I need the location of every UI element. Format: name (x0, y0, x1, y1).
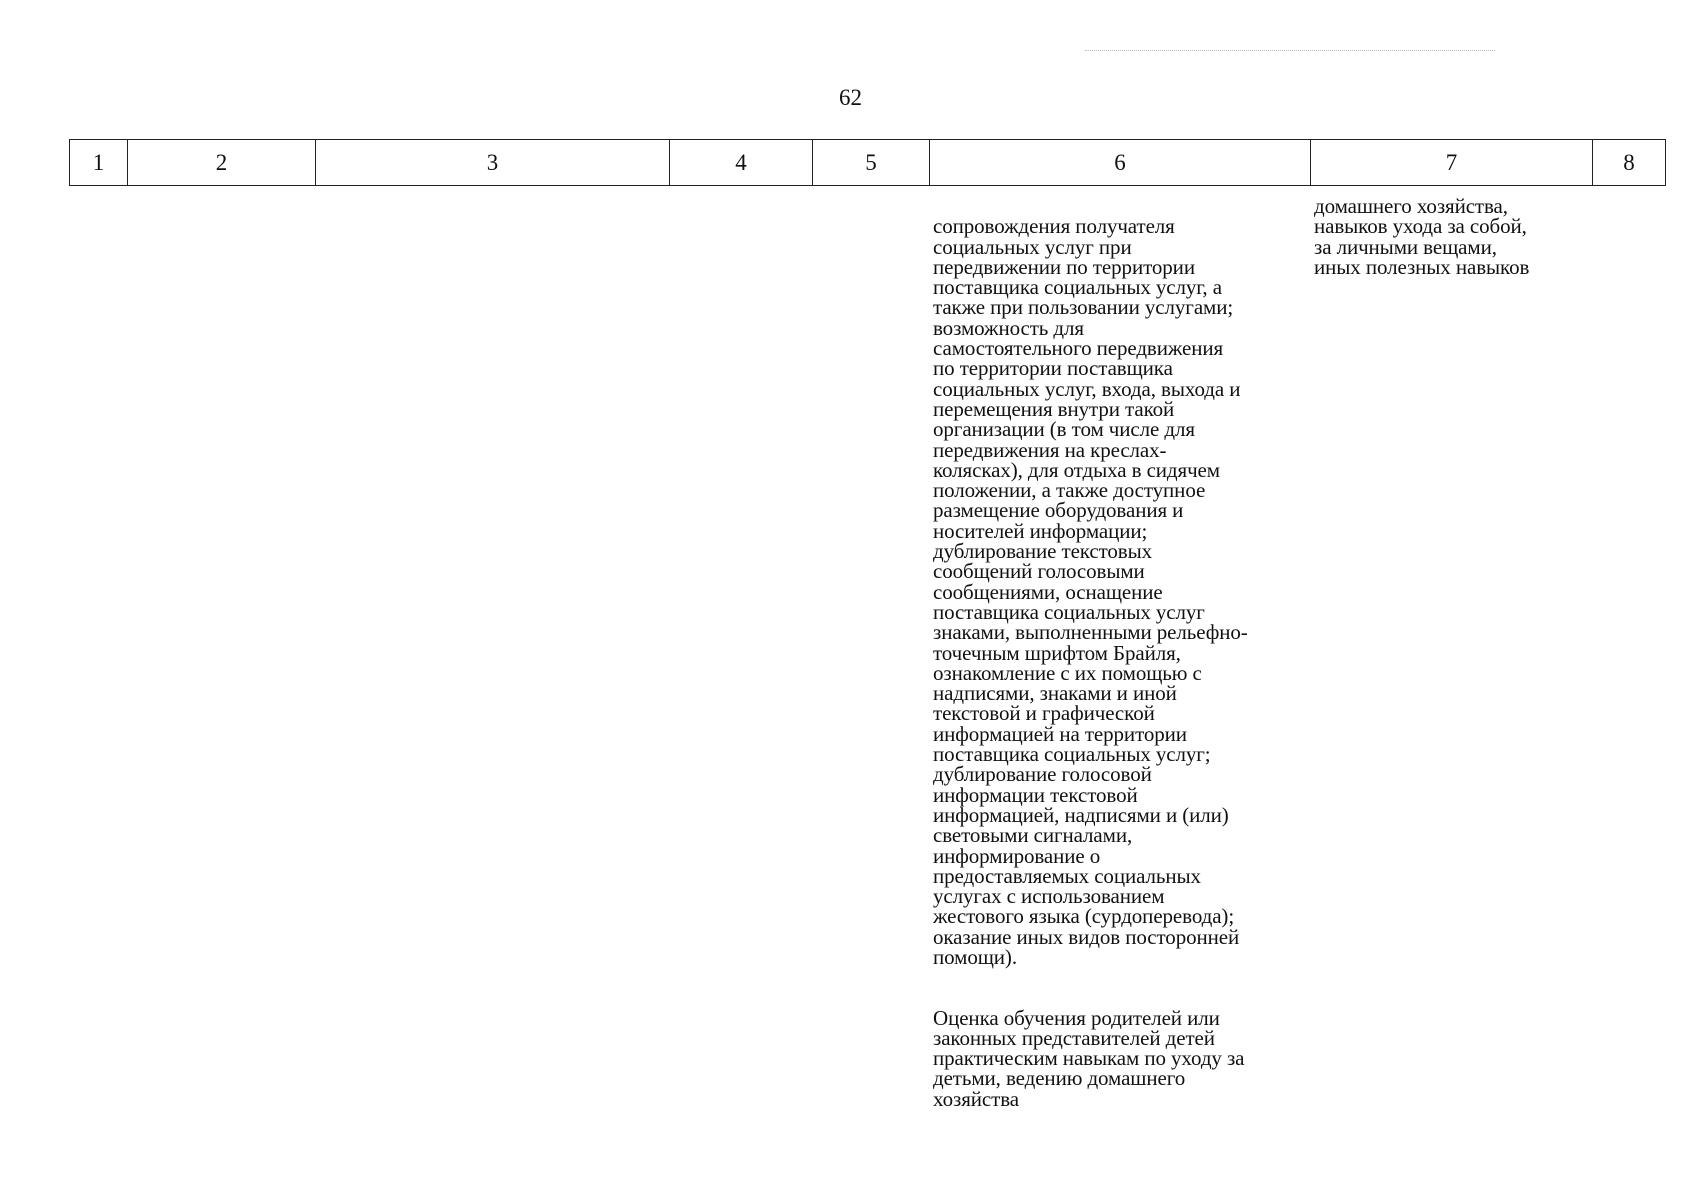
column-6-content (933, 196, 1308, 1129)
column-6-paragraph-2: Оценка обучения родителей или законных представителей детей практическим навыкам по уходу за детьми, ведению домашнего хозяйства (933, 1005, 1245, 1111)
page-number: 62 (839, 85, 862, 110)
scan-artifact-line (1085, 50, 1495, 51)
table-header-row (69, 139, 1666, 186)
column-number-7: 7 (1311, 140, 1593, 185)
column-number-2: 2 (128, 140, 316, 185)
column-number-3: 3 (316, 140, 670, 185)
column-7-content: домашнего хозяйства, навыков ухода за собой, за личными вещами, иных полезных навыков (1314, 194, 1530, 279)
column-6-paragraph-1: сопровождения получателя социальных услуг при передвижении по территории поставщика социальных услуг, а также при пользовании услугами; возможность для самостоятельного передвижения по территории поставщика социальных услуг, входа, выхода и перемещения внутри такой организации (в том числе для передвижения на креслах- колясках), для отдыха в сидячем положении, а также доступное размещение оборудования и носителей информации; дублирование текстовых сообщений голосовыми сообщениями, оснащение поставщика социальных услуг знаками, выполненными рельефно- точечным шрифтом Брайля, ознакомление с их помощью с надписями, знаками и иной текстовой и графической информацией на территории поставщика социальных услуг; дублирование голосовой информации текстовой информацией, надписями и (или) световыми сигналами, информирование о предоставляемых социальных услугах с использованием жестового языка (сурдоперевода); оказание иных видов посторонней помощи). (933, 214, 1248, 969)
column-number-6: 6 (930, 140, 1311, 185)
column-number-4: 4 (670, 140, 813, 185)
column-number-8: 8 (1593, 140, 1666, 185)
column-number-1: 1 (70, 140, 128, 185)
column-number-5: 5 (813, 140, 930, 185)
